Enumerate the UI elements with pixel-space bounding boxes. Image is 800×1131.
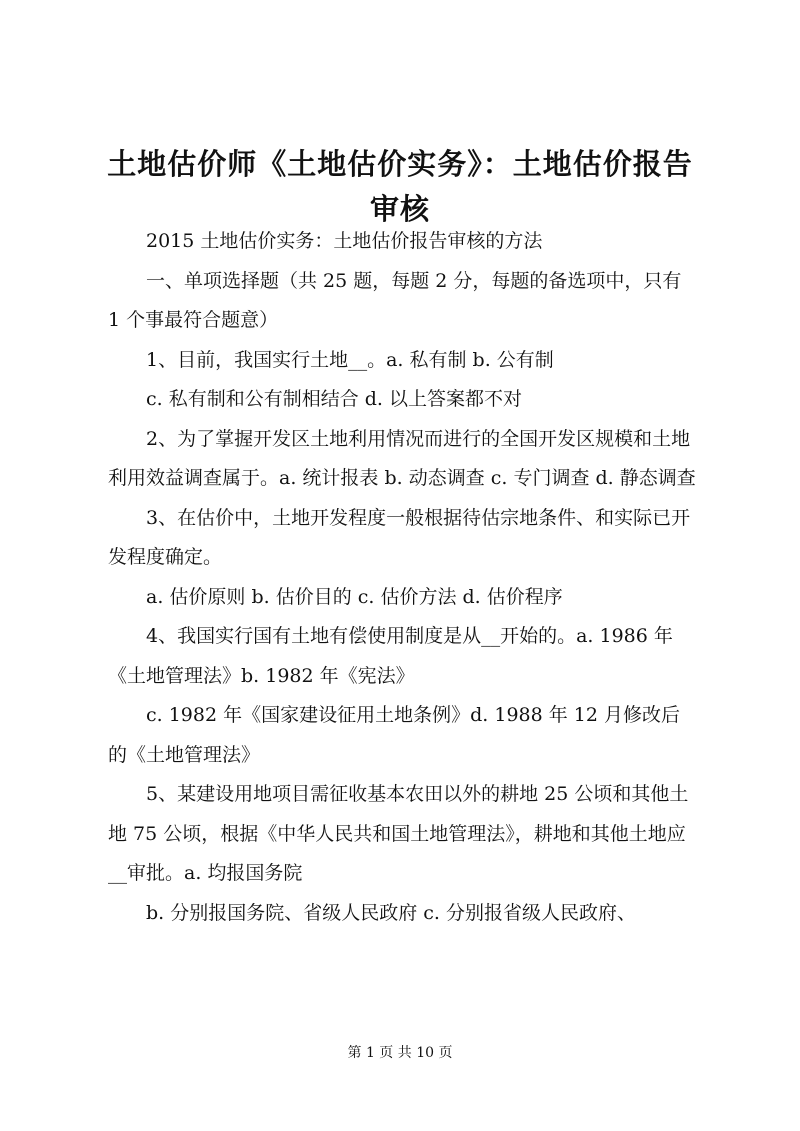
paragraph: 一、单项选择题（共 25 题，每题 2 分，每题的备选项中，只有 1 个事最符合题意）: [108, 269, 682, 331]
document-title: 土地估价师《土地估价实务》：土地估价报告审核: [107, 147, 693, 226]
paragraph: a. 估价原则 b. 估价目的 c. 估价方法 d. 估价程序: [146, 585, 563, 608]
paragraph: c. 私有制和公有制相结合 d. 以上答案都不对: [146, 388, 523, 410]
paragraph: 2、为了掌握开发区土地利用情况而进行的全国开发区规模和土地利用效益调查属于。a. 统计报表 b. 动态调查 c. 专门调查 d. 静态调查: [108, 427, 696, 489]
paragraph: 3、在估价中，土地开发程度一般根据待估宗地条件、和实际已开发程度确定。: [108, 506, 691, 568]
paragraph: 5、某建设用地项目需征收基本农田以外的耕地 25 公顷和其他土地 75 公顷，根据《中华人民共和国土地管理法》，耕地和其他土地应__审批。a. 均报国务院: [108, 783, 689, 884]
page-footer: 第 1 页 共 10 页: [347, 1045, 453, 1061]
paragraph: 1、目前，我国实行土地__。a. 私有制 b. 公有制: [146, 348, 554, 371]
paragraph: b. 分别报国务院、省级人民政府 c. 分别报省级人民政府、: [146, 901, 637, 924]
paragraph: 4、我国实行国有土地有偿使用制度是从__开始的。a. 1986 年《土地管理法》b. 1982 年《宪法》: [108, 625, 673, 687]
paragraph: 2015 土地估价实务：土地估价报告审核的方法: [146, 230, 543, 252]
paragraph: c. 1982 年《国家建设征用土地条例》d. 1988 年 12 月修改后的《土地管理法》: [108, 704, 681, 766]
document-body: [108, 222, 698, 933]
